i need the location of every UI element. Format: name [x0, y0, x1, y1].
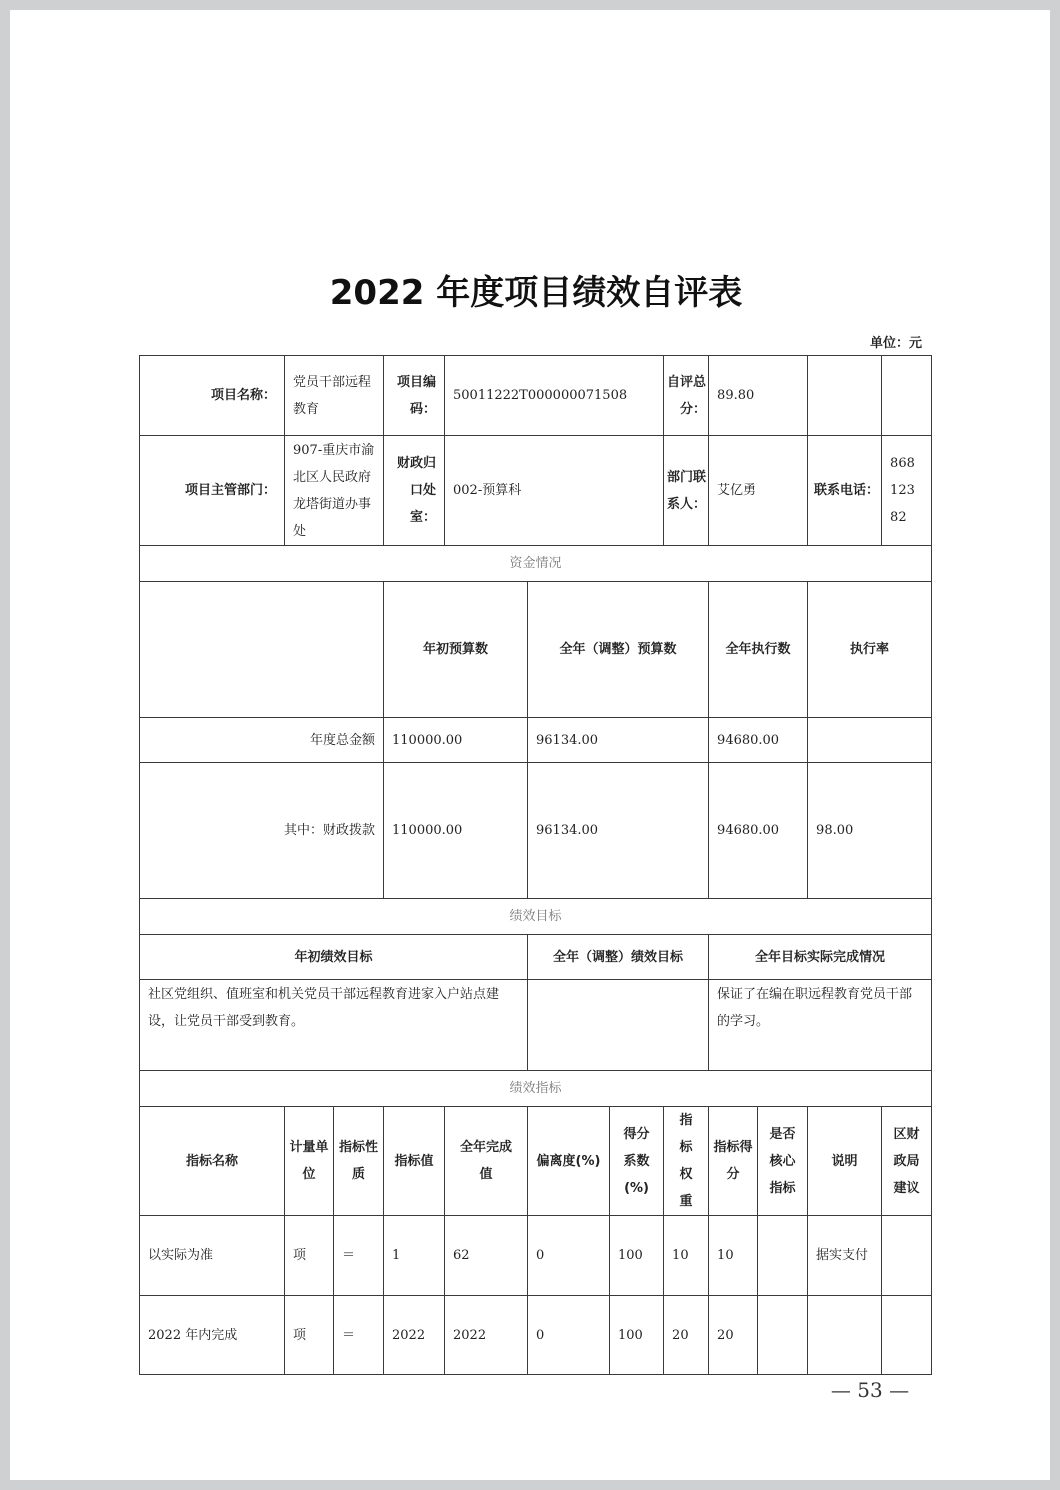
goals-content-row — [140, 980, 932, 1071]
funds-cell: 94680.00 — [709, 718, 808, 763]
goals-header-initial: 年初绩效目标 — [140, 935, 528, 980]
funds-header-executed: 全年执行数 — [709, 582, 808, 718]
goals-header-row — [140, 935, 932, 980]
funds-row — [140, 763, 932, 899]
ind-cell: 20 — [664, 1296, 709, 1375]
empty-cell — [882, 356, 932, 436]
ind-cell: 据实支付 — [808, 1216, 882, 1296]
project-name-value: 党员干部远程教育 — [285, 356, 384, 436]
ind-cell: 10 — [709, 1216, 758, 1296]
ind-header: 偏离度(%) — [528, 1107, 610, 1216]
ind-cell: ＝ — [334, 1296, 384, 1375]
ind-cell — [882, 1216, 932, 1296]
ind-cell: 项 — [285, 1296, 334, 1375]
ind-cell: 项 — [285, 1216, 334, 1296]
ind-cell: 以实际为准 — [140, 1216, 285, 1296]
funds-header-initial: 年初预算数 — [384, 582, 528, 718]
ind-header: 指标性质 — [334, 1107, 384, 1216]
ind-cell — [808, 1296, 882, 1375]
funds-row-label: 年度总金额 — [140, 718, 384, 763]
goal-adjusted-text — [528, 980, 709, 1071]
ind-header: 全年完成值 — [445, 1107, 528, 1216]
ind-header: 说明 — [808, 1107, 882, 1216]
page-number: — 53 — — [830, 1378, 910, 1402]
goals-header-actual: 全年目标实际完成情况 — [709, 935, 932, 980]
finance-office-label: 财政归口处室： — [384, 436, 445, 546]
funds-header-rate: 执行率 — [808, 582, 932, 718]
goal-actual-text: 保证了在编在职远程教育党员干部的学习。 — [709, 980, 932, 1071]
page-title: 2022 年度项目绩效自评表 — [329, 273, 743, 313]
funds-section-title: 资金情况 — [140, 546, 932, 582]
ind-header: 区财政局建议 — [882, 1107, 932, 1216]
funds-cell — [808, 718, 932, 763]
indicators-section-row — [140, 1071, 932, 1107]
ind-cell: 1 — [384, 1216, 445, 1296]
funds-cell: 96134.00 — [528, 718, 709, 763]
self-score-value: 89.80 — [709, 356, 808, 436]
project-name-label: 项目名称： — [140, 356, 285, 436]
dept-label: 项目主管部门： — [140, 436, 285, 546]
funds-cell: 98.00 — [808, 763, 932, 899]
ind-cell — [758, 1216, 808, 1296]
indicator-row — [140, 1216, 932, 1296]
ind-cell — [882, 1296, 932, 1375]
phone-label: 联系电话： — [808, 436, 882, 546]
goals-section-title: 绩效目标 — [140, 899, 932, 935]
ind-cell: 62 — [445, 1216, 528, 1296]
goals-header-adjusted: 全年（调整）绩效目标 — [528, 935, 709, 980]
contact-label: 部门联系人： — [664, 436, 709, 546]
funds-header-row — [140, 582, 932, 718]
ind-header: 指标权重 — [664, 1107, 709, 1216]
phone-value: 86812382 — [882, 436, 932, 546]
ind-cell: 2022 — [445, 1296, 528, 1375]
ind-cell: 20 — [709, 1296, 758, 1375]
indicators-section-title: 绩效指标 — [140, 1071, 932, 1107]
indicator-row — [140, 1296, 932, 1375]
ind-header: 得分系数(%) — [610, 1107, 664, 1216]
funds-header-adjusted: 全年（调整）预算数 — [528, 582, 709, 718]
ind-cell — [758, 1296, 808, 1375]
funds-cell: 110000.00 — [384, 763, 528, 899]
ind-cell: 10 — [664, 1216, 709, 1296]
ind-cell: 2022 — [384, 1296, 445, 1375]
ind-cell: ＝ — [334, 1216, 384, 1296]
basic-row-1 — [140, 356, 932, 436]
ind-header: 指标值 — [384, 1107, 445, 1216]
ind-cell: 2022 年内完成 — [140, 1296, 285, 1375]
empty-cell — [808, 356, 882, 436]
ind-header: 是否核心指标 — [758, 1107, 808, 1216]
ind-cell: 0 — [528, 1296, 610, 1375]
ind-cell: 100 — [610, 1216, 664, 1296]
project-code-value: 50011222T000000071508 — [445, 356, 664, 436]
funds-section-row — [140, 546, 932, 582]
funds-cell: 96134.00 — [528, 763, 709, 899]
self-score-label: 自评总分： — [664, 356, 709, 436]
funds-row-label: 其中：财政拨款 — [140, 763, 384, 899]
funds-row — [140, 718, 932, 763]
ind-header: 指标得分 — [709, 1107, 758, 1216]
project-code-label: 项目编码： — [384, 356, 445, 436]
dept-value: 907-重庆市渝北区人民政府龙塔街道办事处 — [285, 436, 384, 546]
funds-cell: 94680.00 — [709, 763, 808, 899]
goals-section-row — [140, 899, 932, 935]
basic-row-2 — [140, 436, 932, 546]
goal-initial-text: 社区党组织、值班室和机关党员干部远程教育进家入户站点建设，让党员干部受到教育。 — [140, 980, 528, 1071]
ind-cell: 0 — [528, 1216, 610, 1296]
ind-header: 指标名称 — [140, 1107, 285, 1216]
unit-label: 单位：元 — [869, 336, 922, 351]
indicators-header-row — [140, 1107, 932, 1216]
ind-cell: 100 — [610, 1296, 664, 1375]
funds-cell: 110000.00 — [384, 718, 528, 763]
finance-office-value: 002-预算科 — [445, 436, 664, 546]
ind-header: 计量单位 — [285, 1107, 334, 1216]
empty-cell — [140, 582, 384, 718]
contact-value: 艾亿勇 — [709, 436, 808, 546]
evaluation-table — [139, 355, 932, 1375]
